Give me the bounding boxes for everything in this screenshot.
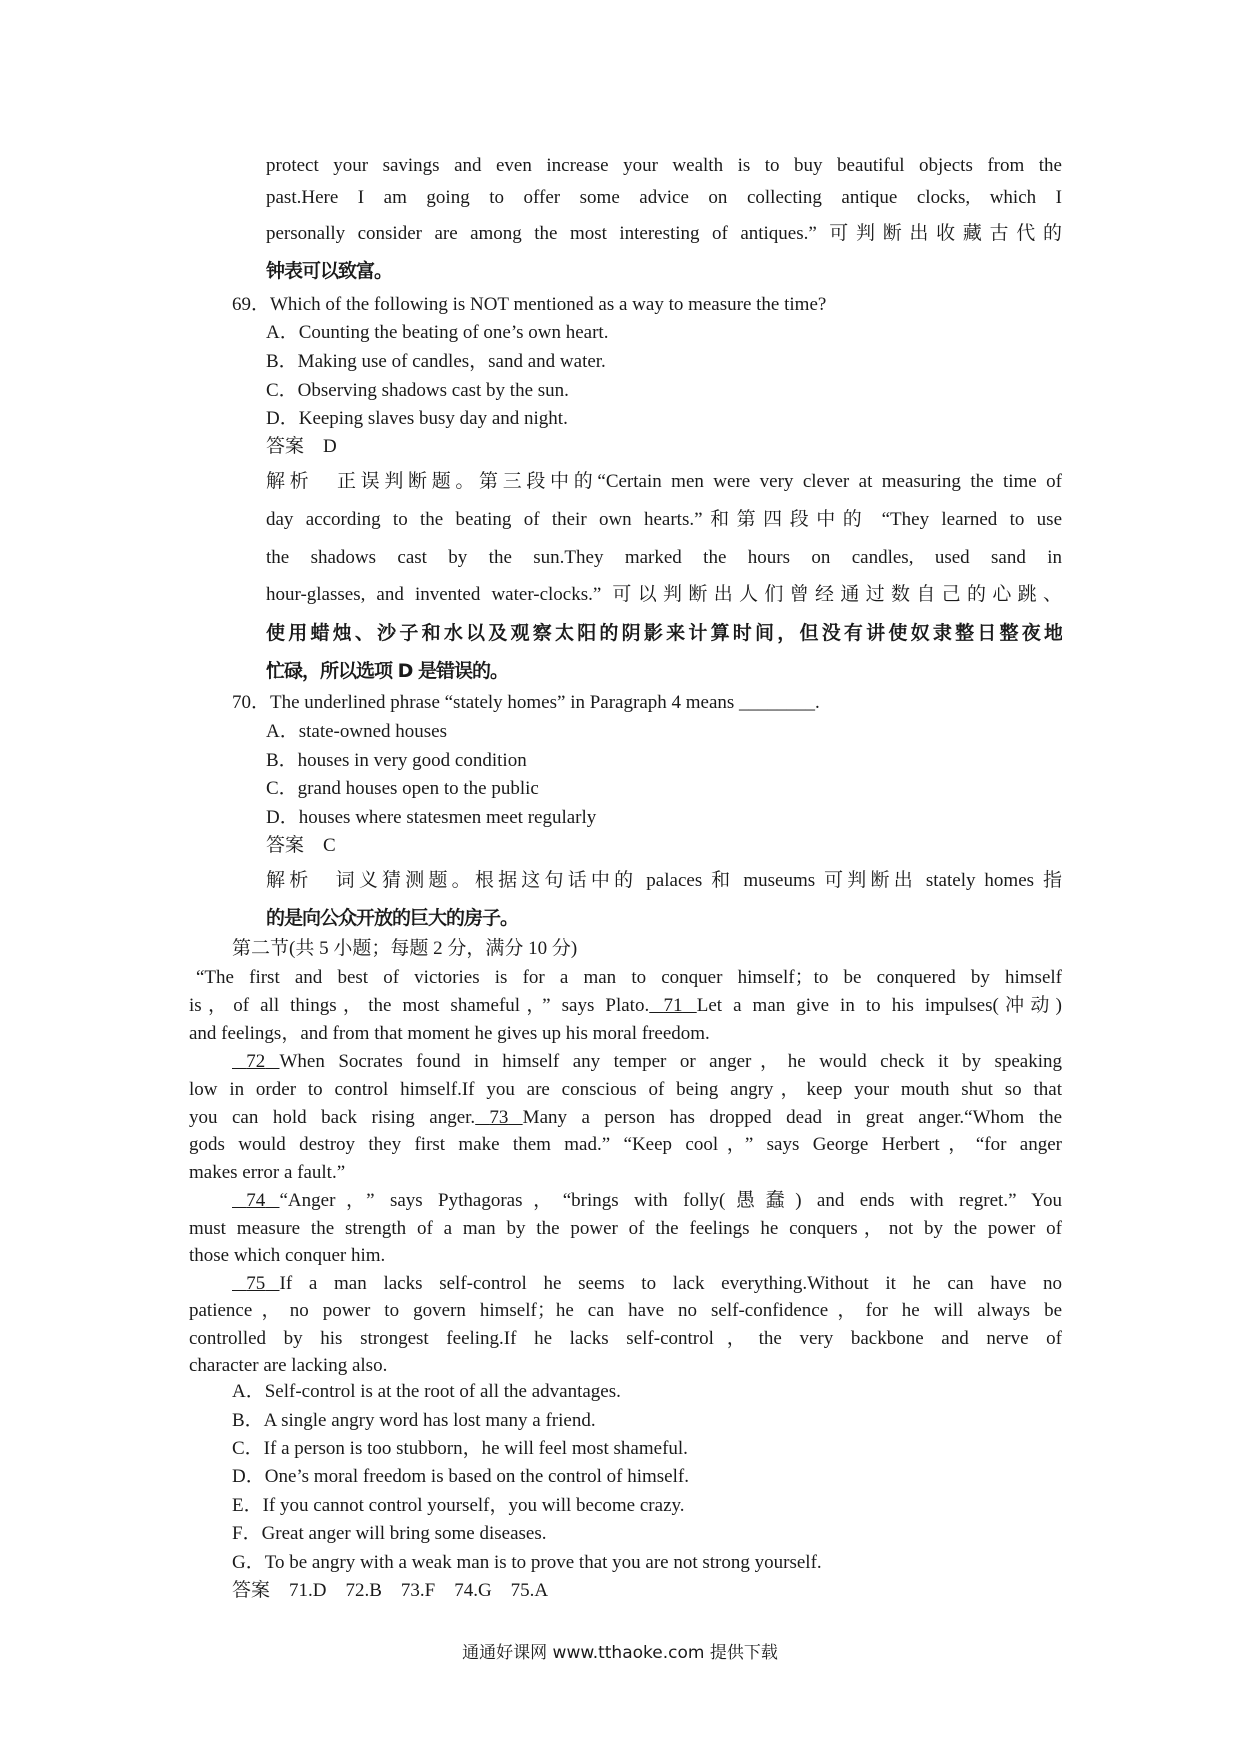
paragraph-text: When Socrates found in himself any temper or anger，he would check it by speaking (279, 1051, 1062, 1072)
question-69-option-b: B．Making use of candles，sand and water. (266, 351, 606, 372)
question-70-option-d: D．houses where statesmen meet regularly (266, 807, 597, 828)
passage-line: protect your savings and even increase your wealth is to buy beautiful objects from the (266, 155, 1062, 176)
paragraph-text: If a man lacks self-control he seems to lack everything.Without it he can have no (279, 1273, 1062, 1294)
paragraph-line: patience，no power to govern himself；he can have no self-confidence，for he will always be (189, 1300, 1062, 1321)
page-footer: 通通好课网 www.tthaoke.com 提供下载 (462, 1643, 778, 1663)
blank-number: 74 (246, 1190, 266, 1211)
option-g: G．To be angry with a weak man is to prove that you are not strong yourself. (232, 1552, 822, 1573)
blank-number: 71 (663, 995, 683, 1016)
section-answer: 答案 71.D 72.B 73.F 74.G 75.A (232, 1580, 549, 1601)
paragraph-line: gods would destroy they first make them mad.” “Keep cool，” says George Herbert，“for anger (189, 1134, 1062, 1155)
paragraph-line (189, 1106, 1062, 1130)
blank-number: 73 (489, 1107, 509, 1128)
option-e: E．If you cannot control yourself，you will become crazy. (232, 1495, 685, 1516)
paragraph-line: those which conquer him. (189, 1245, 386, 1266)
blank-71 (649, 994, 697, 1018)
paragraph-line (232, 1189, 1062, 1213)
blank-number: 75 (246, 1273, 266, 1294)
paragraph-line: makes error a fault.” (189, 1162, 346, 1183)
paragraph-text: you can hold back rising anger. (189, 1107, 476, 1128)
passage-line: past.Here I am going to offer some advice on collecting antique clocks, which I (266, 187, 1062, 208)
option-b: B．A single angry word has lost many a friend. (232, 1410, 596, 1431)
paragraph-text: Let a man give in to his impulses(冲动) (696, 995, 1062, 1016)
blank-74 (232, 1189, 280, 1213)
option-f: F．Great anger will bring some diseases. (232, 1523, 547, 1544)
question-69-analysis-line: day according to the beating of their own hearts.”和第四段中的 “They learned to use (266, 509, 1062, 530)
question-69-analysis-line: 忙碌，所以选项 D 是错误的。 (266, 660, 509, 682)
paragraph-line: and feelings，and from that moment he gives up his moral freedom. (189, 1023, 710, 1044)
question-69-stem: 69．Which of the following is NOT mentioned as a way to measure the time? (232, 294, 827, 315)
question-70-option-b: B．houses in very good condition (266, 750, 527, 771)
paragraph-text: Many a person has dropped dead in great anger.“Whom the (522, 1107, 1062, 1128)
question-69-option-d: D．Keeping slaves busy day and night. (266, 408, 568, 429)
blank-73 (475, 1106, 523, 1130)
blank-number: 72 (246, 1051, 266, 1072)
question-70-answer: 答案 C (266, 835, 336, 856)
question-69-answer: 答案 D (266, 436, 337, 457)
question-70-analysis-line: 的是向公众开放的巨大的房子。 (266, 907, 519, 929)
question-69-analysis-line: the shadows cast by the sun.They marked the hours on candles, used sand in (266, 547, 1062, 568)
paragraph-text: “Anger，” says Pythagoras，“brings with folly(愚蠢) and ends with regret.” You (279, 1190, 1062, 1211)
paragraph-line: character are lacking also. (189, 1355, 388, 1376)
option-c: C．If a person is too stubborn，he will feel most shameful. (232, 1438, 688, 1459)
question-69-option-c: C．Observing shadows cast by the sun. (266, 380, 569, 401)
paragraph-line: “The first and best of victories is for a man to conquer himself；to be conquered by himself (196, 967, 1062, 988)
question-69-analysis-line: hour-glasses, and invented water-clocks.” 可以判断出人们曾经通过数自己的心跳、 (266, 584, 1062, 605)
question-69-analysis-line: 解析 正误判断题。第三段中的“Certain men were very clever at measuring the time of (266, 471, 1062, 492)
blank-75 (232, 1272, 280, 1296)
paragraph-line: controlled by his strongest feeling.If he lacks self-control，the very backbone and nerve of (189, 1328, 1062, 1349)
passage-line: personally consider are among the most interesting of antiques.” 可判断出收藏古代的 (266, 223, 1062, 244)
paragraph-line (232, 1272, 1062, 1296)
question-70-option-c: C．grand houses open to the public (266, 778, 539, 799)
paragraph-line (232, 1050, 1062, 1074)
question-69-analysis-line: 使用蜡烛、沙子和水以及观察太阳的阴影来计算时间，但没有讲使奴隶整日整夜地 (266, 622, 1062, 644)
paragraph-line (189, 994, 1062, 1018)
paragraph-line: must measure the strength of a man by the power of the feelings he conquers，not by the power of (189, 1218, 1062, 1239)
question-69-option-a: A．Counting the beating of one’s own heart. (266, 322, 609, 343)
section-heading: 第二节(共 5 小题；每题 2 分，满分 10 分) (232, 938, 578, 959)
paragraph-text: is，of all things，the most shameful，” says Plato. (189, 995, 650, 1016)
blank-72 (232, 1050, 280, 1074)
question-70-analysis-line: 解析 词义猜测题。根据这句话中的 palaces 和 museums 可判断出 stately homes 指 (266, 870, 1062, 891)
passage-line: 钟表可以致富。 (266, 260, 393, 282)
question-70-option-a: A．state-owned houses (266, 721, 447, 742)
option-a: A．Self-control is at the root of all the advantages. (232, 1381, 621, 1402)
paragraph-line: low in order to control himself.If you are conscious of being angry，keep your mouth shut so that (189, 1079, 1062, 1100)
question-70-stem: 70．The underlined phrase “stately homes” in Paragraph 4 means ________. (232, 692, 820, 713)
option-d: D．One’s moral freedom is based on the control of himself. (232, 1466, 689, 1487)
